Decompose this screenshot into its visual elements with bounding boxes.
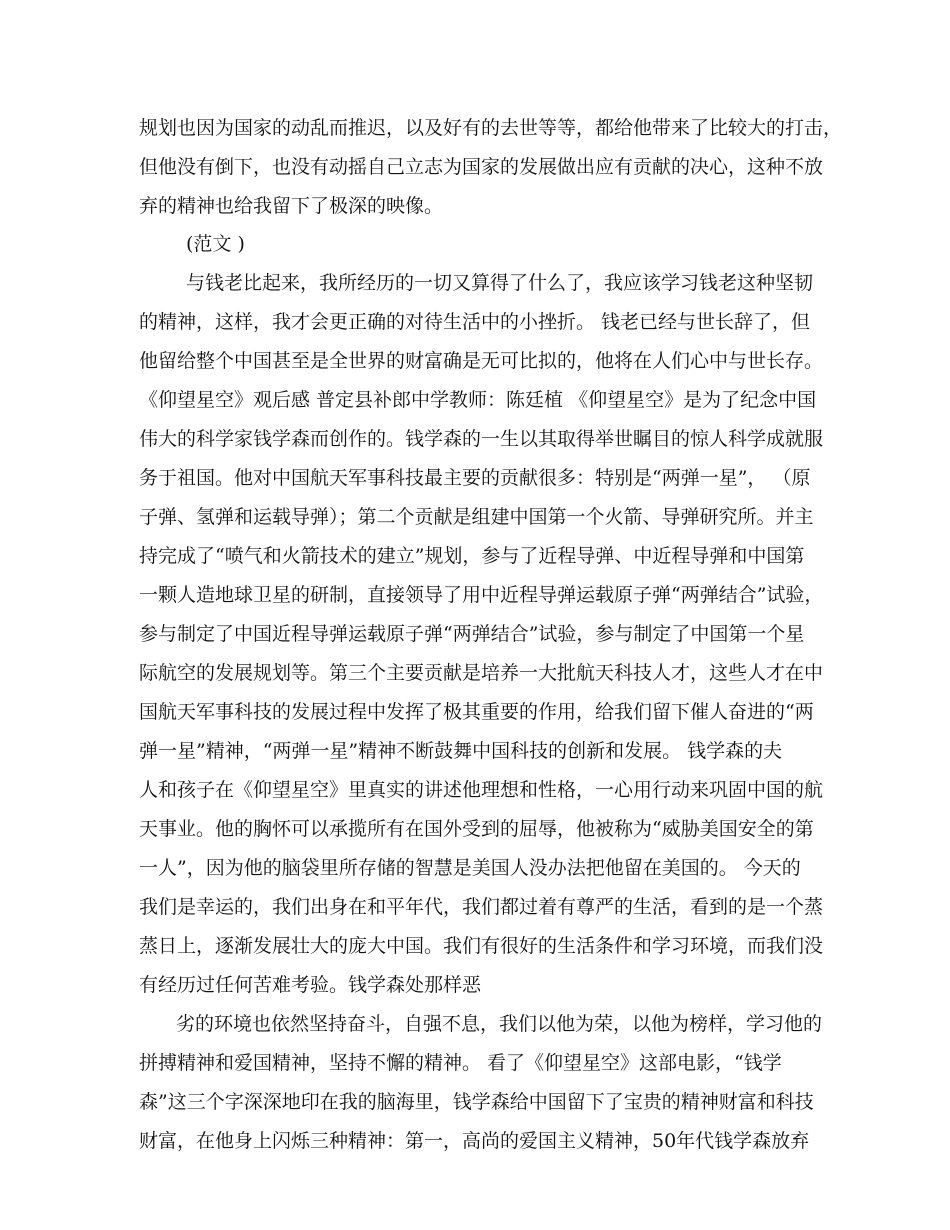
text-line: 有经历过任何苦难考验。钱学森处那样恶 — [139, 974, 482, 996]
text-line: 持完成了“喷气和火箭技术的建立”规划，参与了近程导弹、中近程导弹和中国第 — [139, 545, 805, 567]
text-line: 伟大的科学家钱学森而创作的。钱学森的一生以其取得举世瞩目的惊人科学成就服 — [139, 428, 824, 450]
text-line: 子弹、氢弹和运载导弹）；第二个贡献是组建中国第一个火箭、导弹研究所。并主 — [139, 506, 814, 528]
text-line: 国航天军事科技的发展过程中发挥了极其重要的作用，给我们留下催人奋进的“两 — [139, 701, 814, 723]
text-line: 一人”，因为他的脑袋里所存储的智慧是美国人没办法把他留在美国的。 今天的 — [139, 857, 801, 879]
text-line: 弃的精神也给我留下了极深的映像。 — [139, 195, 444, 217]
text-line: 但他没有倒下，也没有动摇自己立志为国家的发展做出应有贡献的决心，这种不放 — [139, 156, 824, 178]
text-line: 天事业。他的胸怀可以承揽所有在国外受到的屈辱，他被称为“威胁美国安全的第 — [139, 818, 814, 840]
text-line: 森”这三个字深深地印在我的脑海里，钱学森给中国留下了宝贵的精神财富和科技 — [139, 1091, 814, 1113]
text-line: 我们是幸运的，我们出身在和平年代，我们都过着有尊严的生活，看到的是一个蒸 — [139, 896, 824, 918]
text-line: 拼搏精神和爱国精神，坚持不懈的精神。 看了《仰望星空》这部电影，“钱学 — [139, 1052, 782, 1074]
text-line: 参与制定了中国近程导弹运载原子弹“两弹结合”试验，参与制定了中国第一个星 — [139, 623, 805, 645]
text-line: 际航空的发展规划等。第三个主要贡献是培养一大批航天科技人才，这些人才在中 — [139, 662, 824, 684]
text-line: 他留给整个中国甚至是全世界的财富确是无可比拟的，他将在人们心中与世长存。 — [139, 350, 824, 372]
text-line: 弹一星”精神，“两弹一星”精神不断鼓舞中国科技的创新和发展。 钱学森的夫 — [139, 740, 783, 762]
text-line: 一颗人造地球卫星的研制，直接领导了用中近程导弹运载原子弹“两弹结合”试验， — [139, 584, 824, 606]
text-line: 人和孩子在《仰望星空》里真实的讲述他理想和性格，一心用行动来巩固中国的航 — [139, 779, 824, 801]
text-line: 劣的环境也依然坚持奋斗，自强不息，我们以他为荣，以他为榜样，学习他的 — [176, 1013, 823, 1035]
text-line: 的精神，这样，我才会更正确的对待生活中的小挫折。 钱老已经与世长辞了，但 — [139, 311, 811, 333]
text-line: 规划也因为国家的动乱而推迟，以及好有的去世等等，都给他带来了比较大的打击， — [139, 117, 843, 139]
text-line: 务于祖国。他对中国航天军事科技最主要的贡献很多：特别是“两弹一星”， （原 — [139, 467, 811, 489]
text-line: 与钱老比起来，我所经历的一切又算得了什么了，我应该学习钱老这种坚韧 — [186, 272, 814, 294]
text-line: 财富，在他身上闪烁三种精神：第一，高尚的爱国主义精神，50年代钱学森放弃 — [139, 1130, 810, 1152]
text-line: 蒸日上，逐渐发展壮大的庞大中国。我们有很好的生活条件和学习环境，而我们没 — [139, 935, 824, 957]
text-line: 《仰望星空》观后感 普定县补郎中学教师：陈廷植 《仰望星空》是为了纪念中国 — [139, 389, 817, 411]
text-line: (范文 ) — [186, 233, 245, 255]
